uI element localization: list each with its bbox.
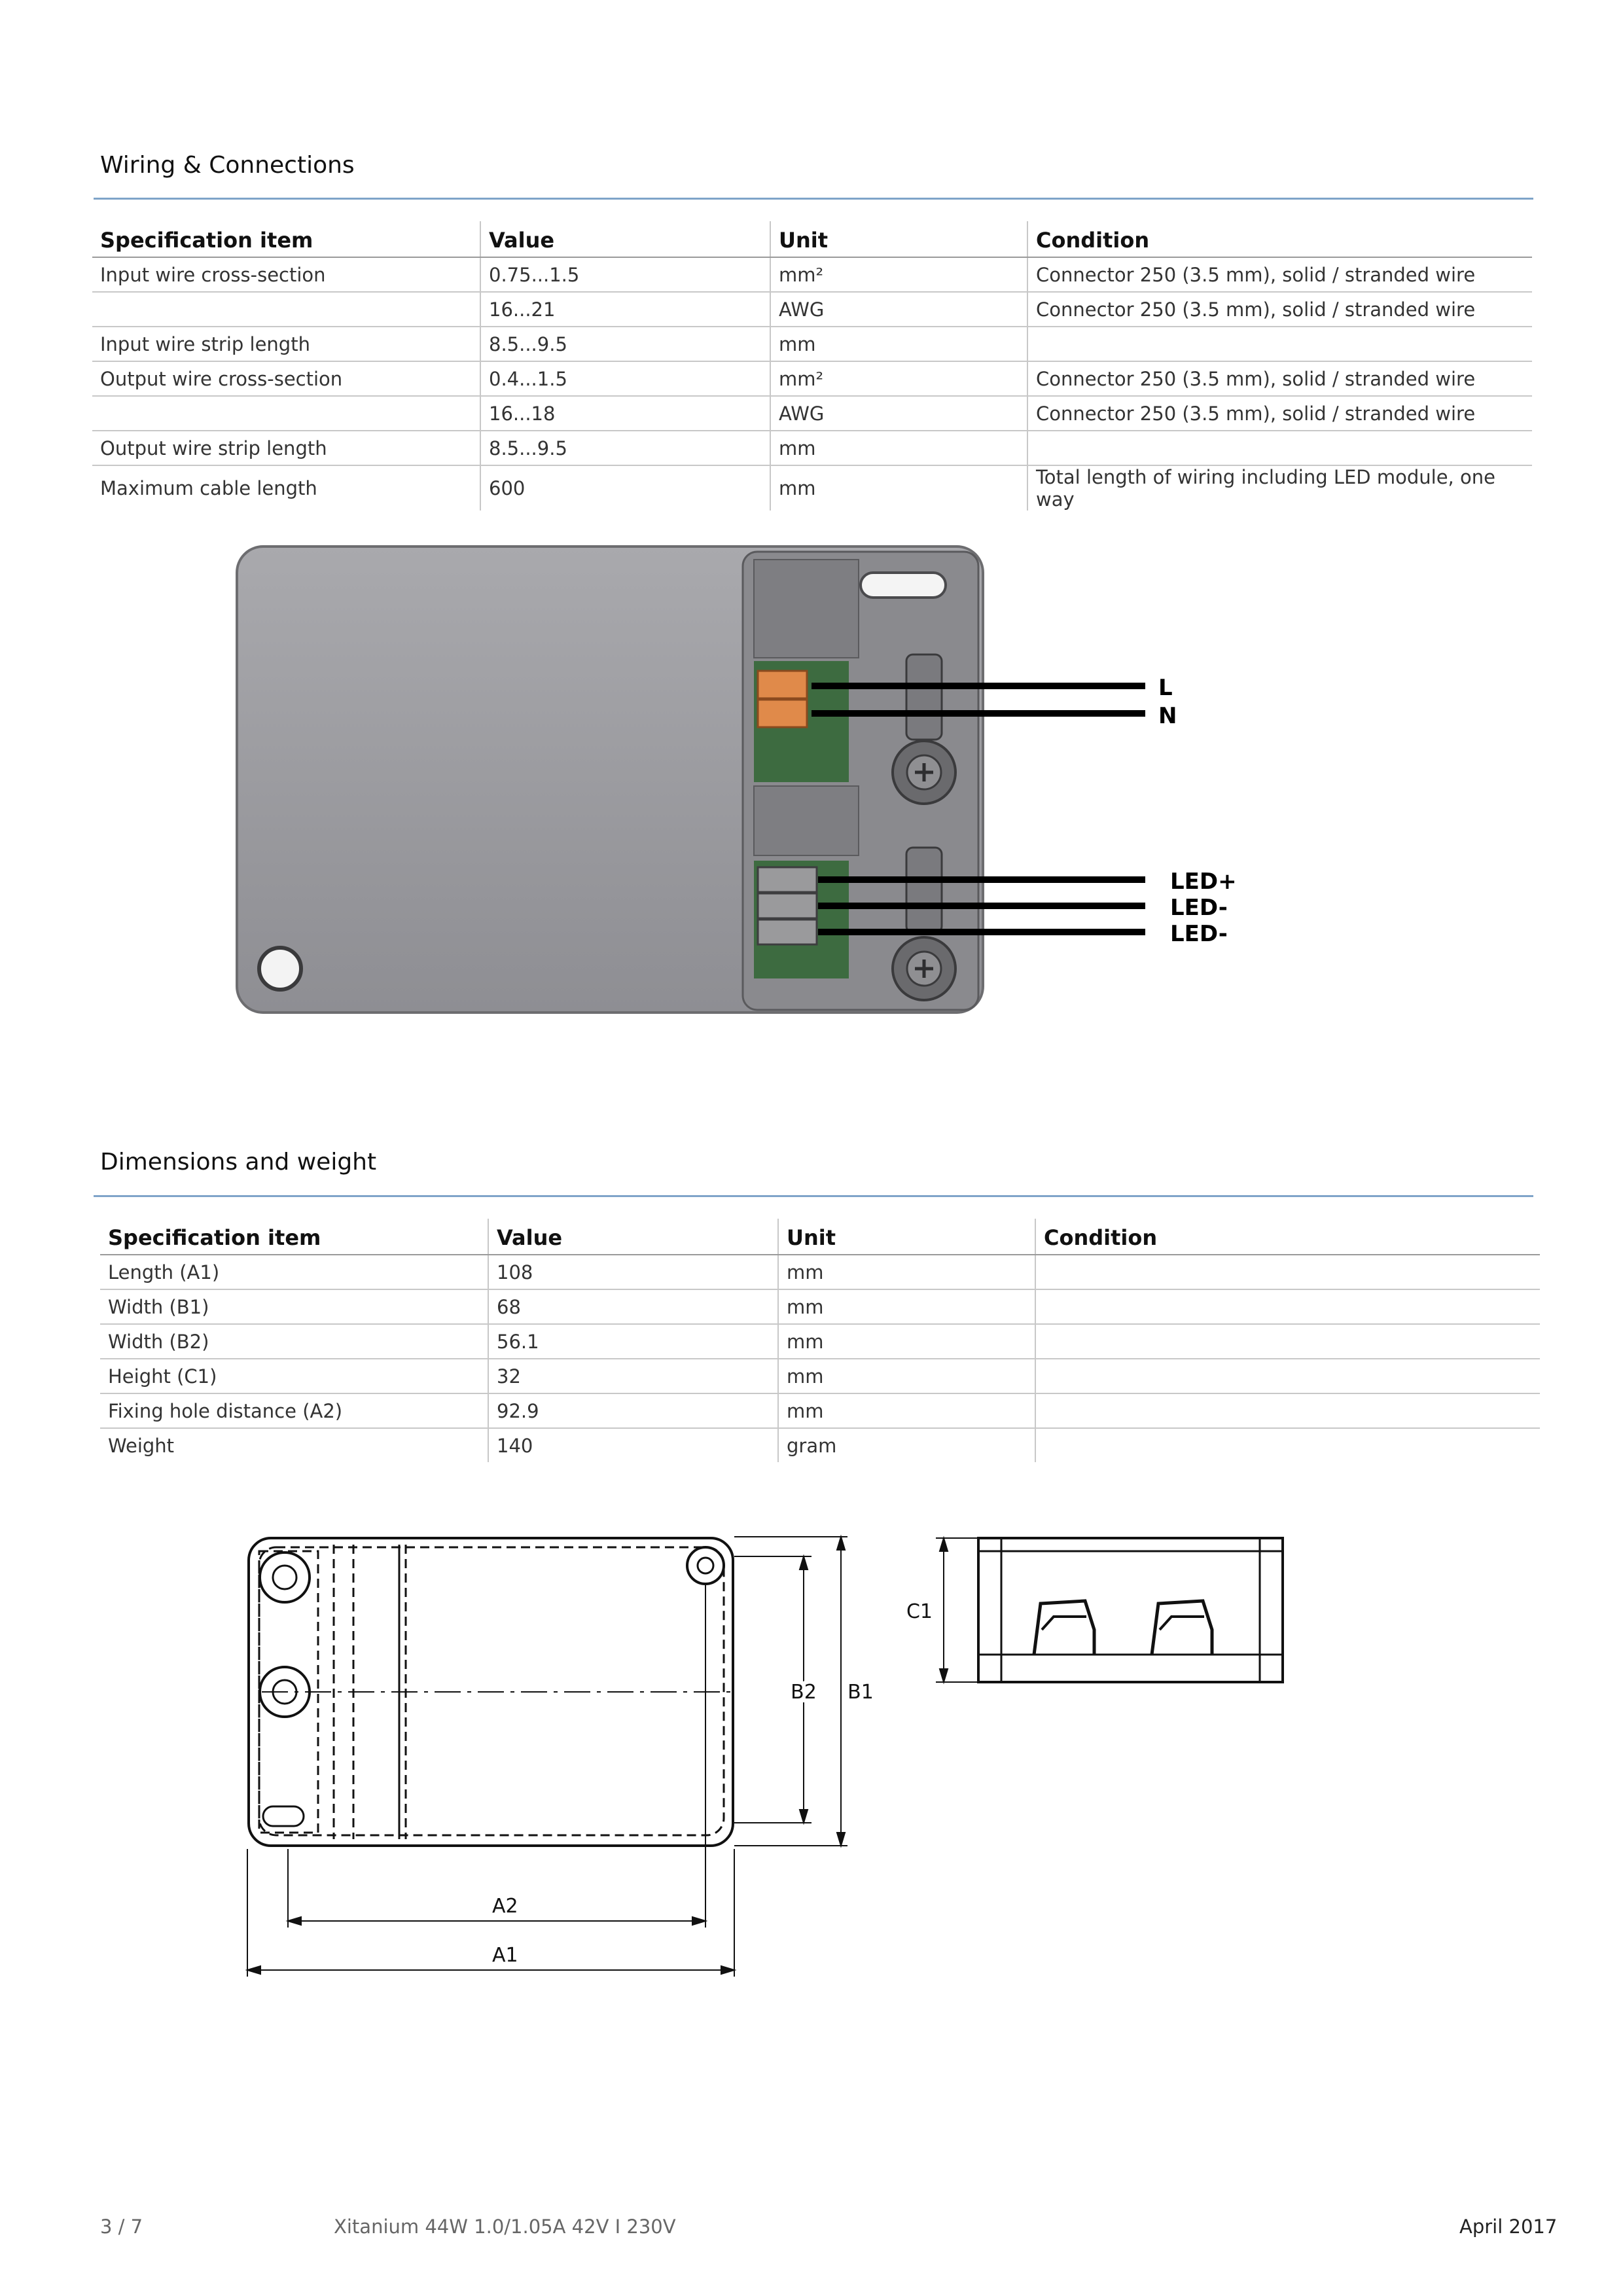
cell-unit: mm² [770,257,1027,292]
dimension-label-b2: B2 [791,1681,817,1704]
terminal-label-led-minus-2: LED- [1170,921,1228,947]
dimensions-spec-table [100,1219,1540,1462]
cell-spec-item: Height (C1) [100,1359,488,1393]
input-connector-l [758,671,807,698]
cell-spec-item: Input wire cross-section [92,257,480,292]
header-condition: Condition [1035,1219,1540,1255]
cell-value: 68 [488,1289,778,1324]
input-connector-n [758,700,807,727]
cell-condition: Connector 250 (3.5 mm), solid / stranded wire [1027,257,1532,292]
output-connector-2 [758,893,817,918]
table-row [92,431,1532,465]
cell-spec-item: Input wire strip length [92,327,480,361]
cell-spec-item: Fixing hole distance (A2) [100,1393,488,1428]
cell-spec-item: Output wire strip length [92,431,480,465]
cell-value: 8.5...9.5 [480,431,770,465]
cell-unit: mm [770,327,1027,361]
driver-wiring-diagram [223,533,1257,1031]
cell-spec-item: Weight [108,1434,175,1457]
cell-value: 600 [480,465,770,511]
wiring-title-rule [94,198,1533,200]
header-spec-item: Specification item [100,1219,488,1255]
cell-unit: AWG [770,292,1027,327]
cell-condition: Total length of wiring including LED module, one way [1027,465,1532,511]
table-row [92,361,1532,396]
fixing-hole [259,948,301,990]
cell-unit: mm [778,1324,1035,1359]
outline-side [978,1538,1283,1682]
wiring-section-title: Wiring & Connections [100,152,355,179]
cell-spec-item: Output wire cross-section [92,361,480,396]
cell-condition: Connector 250 (3.5 mm), solid / stranded wire [1027,396,1532,431]
cell-unit: mm [778,1359,1035,1393]
screw-hole-top [260,1552,310,1602]
footer-date: April 2017 [1459,2215,1558,2238]
table-row [100,1393,1540,1428]
dimension-label-b1: B1 [847,1681,874,1704]
cell-unit: gram [778,1428,1035,1462]
cell-value: 92.9 [488,1393,778,1428]
cell-condition: Connector 250 (3.5 mm), solid / stranded wire [1027,361,1532,396]
table-row [92,327,1532,361]
table-row [100,1255,1540,1289]
cell-unit: mm [770,465,1027,511]
cell-unit: mm² [770,361,1027,396]
cell-spec-item [92,292,480,327]
header-value: Value [488,1219,778,1255]
cell-condition [1035,1324,1540,1359]
footer-product-name: Xitanium 44W 1.0/1.05A 42V I 230V [334,2215,676,2238]
cell-spec-item [92,396,480,431]
cell-spec-item: Length (A1) [100,1255,488,1289]
cell-unit: mm [778,1393,1035,1428]
header-spec-item: Specification item [92,221,480,257]
table-row [100,1324,1540,1359]
terminal-label-led-minus-1: LED- [1170,895,1228,921]
table-row [92,465,1532,511]
cell-value: 0.4...1.5 [480,361,770,396]
dimension-label-a1: A1 [492,1944,518,1967]
cell-unit: mm [778,1255,1035,1289]
header-condition: Condition [1027,221,1532,257]
output-connector-3 [758,920,817,944]
table-row [100,1289,1540,1324]
table-row [100,1359,1540,1393]
header-unit: Unit [778,1219,1035,1255]
cell-value: 0.75...1.5 [480,257,770,292]
mounting-slot [861,573,946,598]
dimensions-title-rule [94,1195,1533,1197]
header-unit: Unit [770,221,1027,257]
cell-condition [1035,1428,1540,1462]
cell-value: 16...21 [480,292,770,327]
table-row [92,257,1532,292]
table-header-row [92,221,1532,257]
cell-value: 56.1 [488,1324,778,1359]
cell-value: 140 [488,1428,778,1462]
cell-condition [1027,327,1532,361]
cell-condition [1027,431,1532,465]
wiring-spec-table [92,221,1532,511]
dimension-label-a2: A2 [492,1895,518,1918]
cell-value: 108 [488,1255,778,1289]
cell-value: 32 [488,1359,778,1393]
cell-condition [1035,1289,1540,1324]
cell-spec-item: Width (B1) [100,1289,488,1324]
cell-condition [1035,1255,1540,1289]
terminal-label-led-plus: LED+ [1170,869,1237,895]
dimension-label-c1: C1 [906,1600,933,1623]
output-connector-1 [758,867,817,892]
cell-value: 8.5...9.5 [480,327,770,361]
cell-spec-item: Maximum cable length [100,477,317,499]
cell-unit: mm [778,1289,1035,1324]
header-value: Value [480,221,770,257]
cell-unit: AWG [770,396,1027,431]
cell-condition [1035,1359,1540,1393]
terminal-label-l: L [1158,675,1173,701]
footer-page-number: 3 / 7 [100,2215,143,2238]
cell-condition [1035,1393,1540,1428]
table-row [100,1428,1540,1462]
cell-condition: Connector 250 (3.5 mm), solid / stranded wire [1027,292,1532,327]
dimension-drawing-top-view [236,1525,890,1996]
terminal-label-n: N [1158,703,1177,729]
table-header-row [100,1219,1540,1255]
dimension-drawing-side-view [897,1525,1296,1695]
cell-unit: mm [770,431,1027,465]
table-row [92,292,1532,327]
cell-spec-item: Width (B2) [100,1324,488,1359]
fixing-hole-right [687,1547,724,1584]
cell-value: 16...18 [480,396,770,431]
dimensions-section-title: Dimensions and weight [100,1149,377,1175]
table-row [92,396,1532,431]
